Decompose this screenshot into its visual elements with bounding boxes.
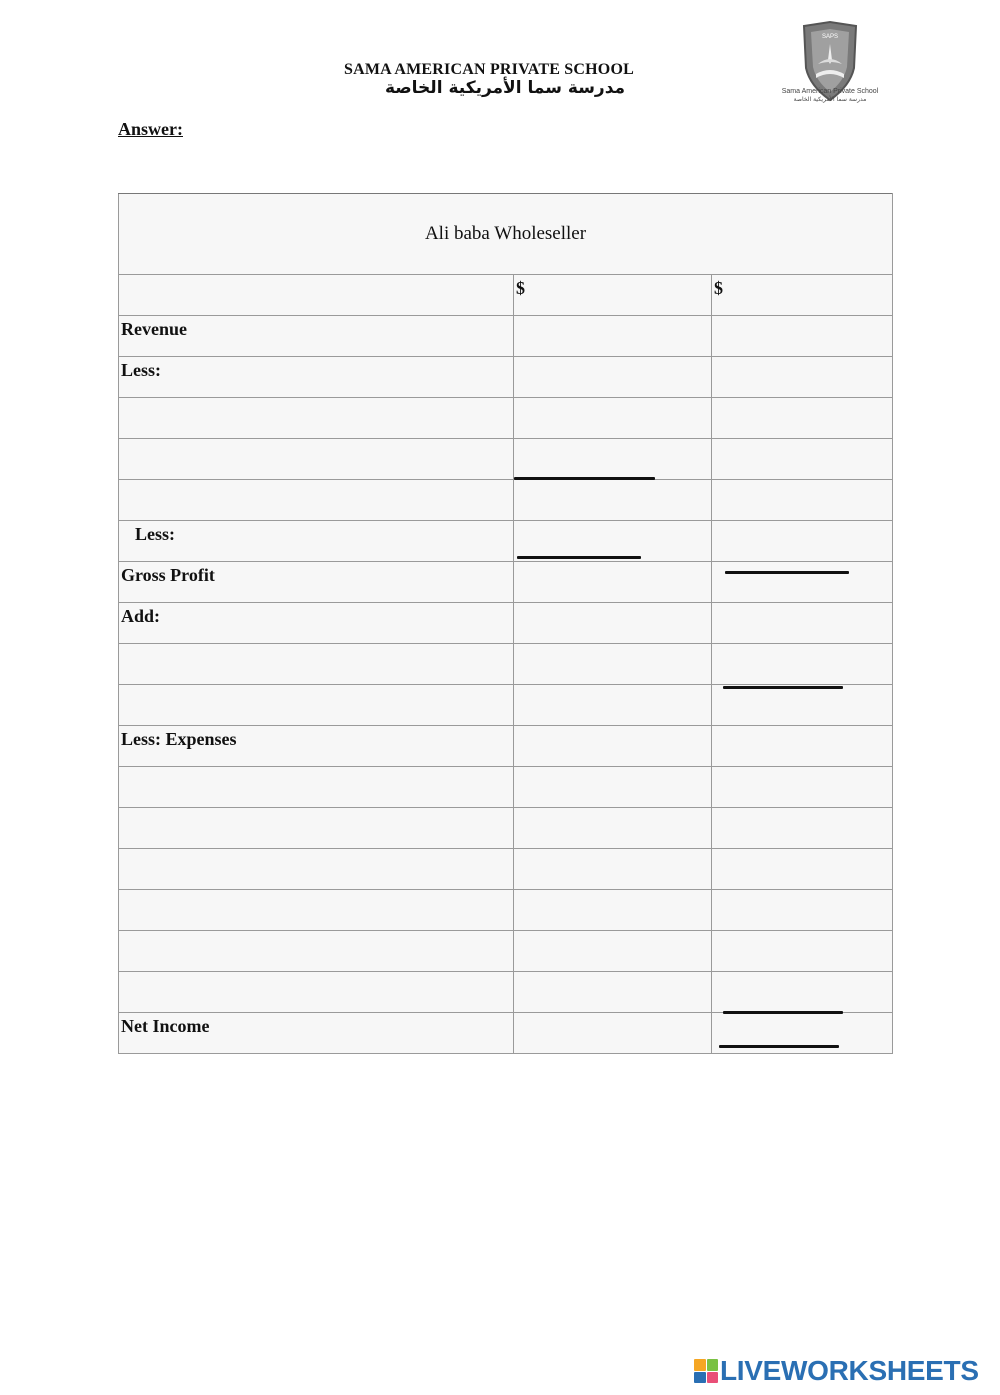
row-label-input[interactable] <box>119 931 514 972</box>
row-label-input[interactable] <box>119 439 514 480</box>
row-label: Less: <box>119 521 514 562</box>
amount-cell-a[interactable] <box>514 890 712 931</box>
row-label-input[interactable] <box>119 808 514 849</box>
amount-cell-a[interactable] <box>514 931 712 972</box>
currency-header-row <box>119 275 893 316</box>
row-label-input[interactable] <box>119 849 514 890</box>
amount-cell-b[interactable] <box>712 685 893 726</box>
amount-cell-a[interactable] <box>514 849 712 890</box>
amount-cell-b[interactable] <box>712 562 893 603</box>
currency-header-1: $ <box>514 275 712 316</box>
statement-title: Ali baba Wholeseller <box>119 194 893 275</box>
amount-cell-a[interactable] <box>514 603 712 644</box>
school-name-ar: مدرسة سما الأمريكية الخاصة <box>384 78 626 98</box>
amount-cell-a[interactable] <box>514 1013 712 1054</box>
total-underline <box>725 571 849 574</box>
amount-cell-b[interactable] <box>712 1013 893 1054</box>
liveworksheets-brand[interactable] <box>694 1354 979 1388</box>
row-blank <box>119 398 893 439</box>
total-underline <box>723 686 843 689</box>
amount-cell-b[interactable] <box>712 603 893 644</box>
amount-cell-b[interactable] <box>712 644 893 685</box>
liveworksheets-logo-icon <box>694 1359 718 1383</box>
liveworksheets-wordmark: LIVEWORKSHEETS <box>720 1355 979 1386</box>
row-blank <box>119 972 893 1013</box>
amount-cell-a[interactable] <box>514 562 712 603</box>
row-label-input[interactable] <box>119 890 514 931</box>
amount-cell-b[interactable] <box>712 849 893 890</box>
row-less-expenses <box>119 726 893 767</box>
amount-cell-a[interactable] <box>514 521 712 562</box>
amount-cell-b[interactable] <box>712 357 893 398</box>
row-blank <box>119 931 893 972</box>
amount-cell-b[interactable] <box>712 808 893 849</box>
amount-cell-a[interactable] <box>514 726 712 767</box>
amount-cell-b[interactable] <box>712 767 893 808</box>
logo-caption-en: Sama American Private School <box>781 88 879 95</box>
row-label: Gross Profit <box>119 562 514 603</box>
answer-heading: Answer: <box>118 119 183 139</box>
amount-cell-a[interactable] <box>514 357 712 398</box>
row-label-input[interactable] <box>119 480 514 521</box>
row-blank <box>119 685 893 726</box>
amount-cell-a[interactable] <box>514 808 712 849</box>
amount-cell-a[interactable] <box>514 480 712 521</box>
row-label: Add: <box>119 603 514 644</box>
amount-cell-b[interactable] <box>712 439 893 480</box>
amount-cell-a[interactable] <box>514 972 712 1013</box>
amount-cell-a[interactable] <box>514 685 712 726</box>
row-blank <box>119 849 893 890</box>
header-label-cell <box>119 275 514 316</box>
row-label: Less: <box>119 357 514 398</box>
row-add <box>119 603 893 644</box>
income-statement-table <box>118 193 893 1054</box>
amount-cell-a[interactable] <box>514 439 712 480</box>
row-label: Revenue <box>119 316 514 357</box>
double-underline <box>719 1045 839 1048</box>
amount-cell-b[interactable] <box>712 890 893 931</box>
amount-cell-a[interactable] <box>514 398 712 439</box>
school-name-en: SAMA AMERICAN PRIVATE SCHOOL <box>344 61 634 78</box>
total-underline <box>723 1011 843 1014</box>
amount-cell-b[interactable] <box>712 398 893 439</box>
title-row <box>119 194 893 275</box>
logo-badge-text: SAPS <box>821 34 839 40</box>
row-blank <box>119 480 893 521</box>
row-blank <box>119 439 893 480</box>
row-blank <box>119 808 893 849</box>
amount-cell-b[interactable] <box>712 480 893 521</box>
amount-cell-a[interactable] <box>514 316 712 357</box>
amount-cell-b[interactable] <box>712 316 893 357</box>
row-blank <box>119 890 893 931</box>
row-label-input[interactable] <box>119 398 514 439</box>
amount-cell-b[interactable] <box>712 521 893 562</box>
row-blank <box>119 767 893 808</box>
row-less <box>119 357 893 398</box>
row-net-income <box>119 1013 893 1054</box>
row-gross-profit <box>119 562 893 603</box>
row-blank <box>119 644 893 685</box>
row-less-2 <box>119 521 893 562</box>
amount-cell-a[interactable] <box>514 767 712 808</box>
amount-cell-b[interactable] <box>712 931 893 972</box>
amount-cell-a[interactable] <box>514 644 712 685</box>
row-label: Net Income <box>119 1013 514 1054</box>
total-underline <box>517 556 641 559</box>
row-label: Less: Expenses <box>119 726 514 767</box>
row-label-input[interactable] <box>119 644 514 685</box>
row-label-input[interactable] <box>119 972 514 1013</box>
row-revenue <box>119 316 893 357</box>
amount-cell-b[interactable] <box>712 726 893 767</box>
row-label-input[interactable] <box>119 685 514 726</box>
logo-caption-ar: مدرسة سما الأمريكية الخاصة <box>793 96 867 103</box>
amount-cell-b[interactable] <box>712 972 893 1013</box>
currency-header-2: $ <box>712 275 893 316</box>
row-label-input[interactable] <box>119 767 514 808</box>
